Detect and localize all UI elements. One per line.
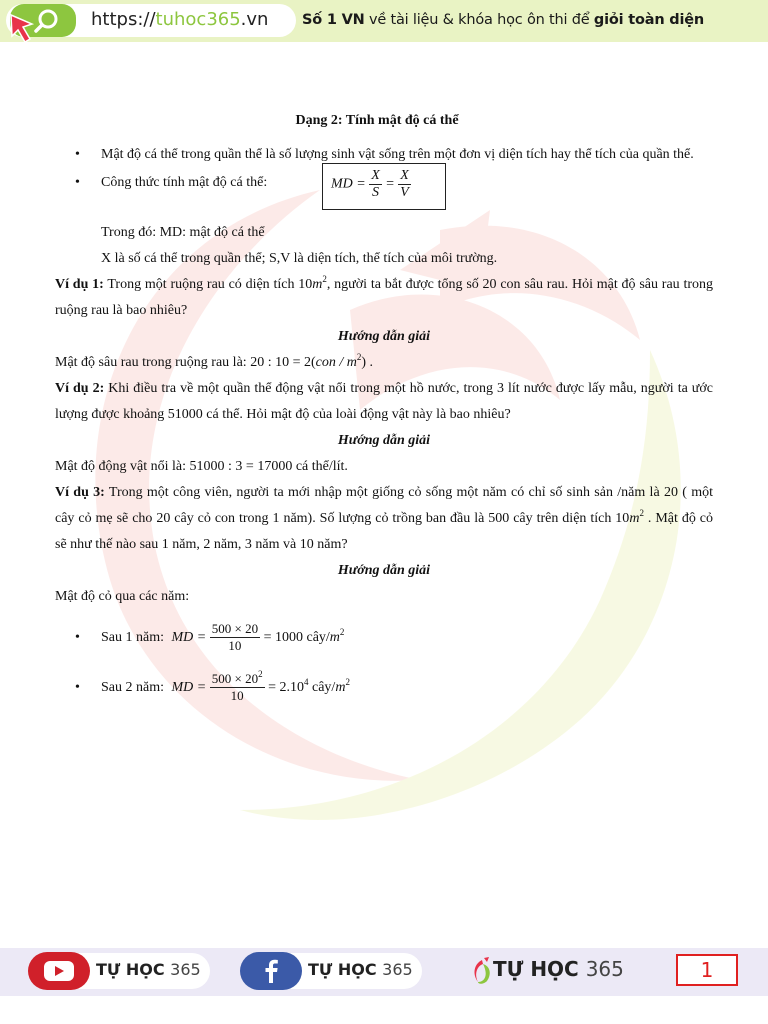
url-suffix: .vn [240,9,269,30]
formula-num-1: X [371,168,380,183]
tuhoc365-logo-icon [470,956,494,986]
year-2-num-exp: 2 [258,669,263,680]
example-1-exp: 2 [322,274,327,284]
answer-2: Mật độ động vật nổi là: 51000 : 3 = 17000 cá thể/lít. [55,459,348,474]
formula-eq-2: = [385,176,395,192]
answer-1 [55,350,713,376]
answer-1-unit: con / m [315,355,357,370]
logo-brand-num: 365 [585,957,624,981]
year-1-rhs: = 1000 cây/ [263,630,330,645]
url-prefix: https:// [91,9,156,30]
example-1-unit: m [312,277,323,292]
guide-heading-1: Hướng dẫn giải [337,329,431,344]
youtube-button[interactable] [28,952,90,990]
facebook-brand-text: TỰ HỌC [308,960,377,979]
document-body [55,108,713,710]
year-1-lhs: MD = [171,630,207,645]
formula-where-2: X là số cá thể trong quần thể; S,V là diện tích, thể tích của môi trường. [101,251,498,266]
youtube-brand-text: TỰ HỌC [96,960,165,979]
slogan-bold-2: giỏi toàn diện [593,12,704,28]
year-2-rhs: = 2.10 [268,680,304,695]
logo-brand-text: TỰ HỌC [493,957,579,981]
footer-bar [0,948,768,996]
year-2-item [55,666,713,710]
formula-box [322,163,446,210]
answer-1-exp: 2 [356,352,362,362]
answer-3-intro: Mật độ cỏ qua các năm: [55,589,190,604]
youtube-brand-num: 365 [170,960,201,979]
example-2-label: Ví dụ 2: [55,381,105,396]
section-title: Dạng 2: Tính mật độ cá thể [295,113,459,128]
url-accent: tuhoc365 [155,9,241,30]
example-3-exp: 2 [639,508,644,518]
guide-heading-2: Hướng dẫn giải [337,433,431,448]
formula-den-2: V [400,185,409,200]
example-1 [55,272,713,324]
slogan-bold-1: Số 1 VN [302,12,365,28]
year-1-den: 10 [228,638,242,654]
year-2-den: 10 [230,688,244,704]
formula-lhs: MD [331,176,353,192]
year-2-label: Sau 2 năm: [101,680,164,695]
header-slogan [302,12,704,28]
year-1-unit: m [329,630,340,645]
slogan-mid: về tài liệu & khóa học ôn thi để [364,12,594,28]
facebook-button[interactable] [240,952,302,990]
example-3-text-a: Trong một công viên, người ta mới nhập một giống cỏ sống một năm có chỉ số sinh sản /năm là 20 ( một cây cỏ mẹ sẽ cho 20 cây cỏ con trong 1 năm). Số lượng cỏ trồng ban đầu là 500 cây trên diện tích 10 [55,485,714,526]
example-3 [55,480,713,558]
year-2-exp: 2 [345,677,350,687]
example-1-text-a: Trong một ruộng rau có diện tích 10 [103,277,313,292]
example-2 [55,376,713,428]
formula-num-2: X [400,168,409,183]
bullet-formula: • Công thức tính mật độ cá thể: [55,170,713,196]
year-2-rhs-unit-text: cây/ [308,680,336,695]
formula-where-1: Trong đó: MD: mật độ cá thể [101,225,265,240]
year-2-num: 500 × 20 [211,671,259,687]
guide-heading-3: Hướng dẫn giải [337,563,431,578]
youtube-icon [28,952,90,990]
year-2-rhs-exp: 4 [303,677,309,687]
year-1-item [55,616,713,660]
facebook-brand[interactable] [308,960,413,979]
year-1-exp: 2 [339,627,345,637]
header-bar [0,0,768,42]
formula-den-1: S [372,185,380,200]
answer-1-math: 20 : 10 = 2( [250,355,316,370]
year-1-num: 500 × 20 [211,621,259,637]
example-2-text: Khi điều tra về một quần thể động vật nổi trong một hồ nước, trong 3 lít nước được lấy mẫu, người ta ước lượng được khoảng 51000 cá thể. Hỏi mật độ của loài động vật này là bao nhiêu? [55,381,714,422]
example-3-unit: m [629,511,640,526]
example-3-text-b: . Mật độ cỏ sẽ như thế nào sau 1 năm, 2 năm, 3 năm và 10 năm? [55,511,713,552]
cursor-arrow-icon [8,12,36,46]
answer-1-text: Mật độ sâu rau trong ruộng rau là: [55,355,251,370]
facebook-brand-num: 365 [382,960,413,979]
example-1-label: Ví dụ 1: [55,277,104,292]
site-url[interactable] [91,9,268,30]
example-1-text-b: , người ta bắt được tổng số 20 con sâu rau. Hỏi mật độ sâu rau trong ruộng rau là bao nhiêu? [55,277,714,318]
bullet-definition: • Mật độ cá thể trong quần thể là số lượng sinh vật sống trên một đơn vị diện tích hay thể tích của quần thể. [55,142,713,168]
facebook-icon [240,952,302,990]
example-3-label: Ví dụ 3: [55,485,105,500]
year-2-unit: m [335,680,346,695]
page-number: 1 [676,954,738,986]
youtube-brand[interactable] [96,960,201,979]
year-2-lhs: MD = [171,680,207,695]
answer-1-close: ) . [361,355,374,370]
formula-eq-1: = [356,176,366,192]
footer-logo-brand [493,957,624,981]
year-1-label: Sau 1 năm: [101,630,164,645]
